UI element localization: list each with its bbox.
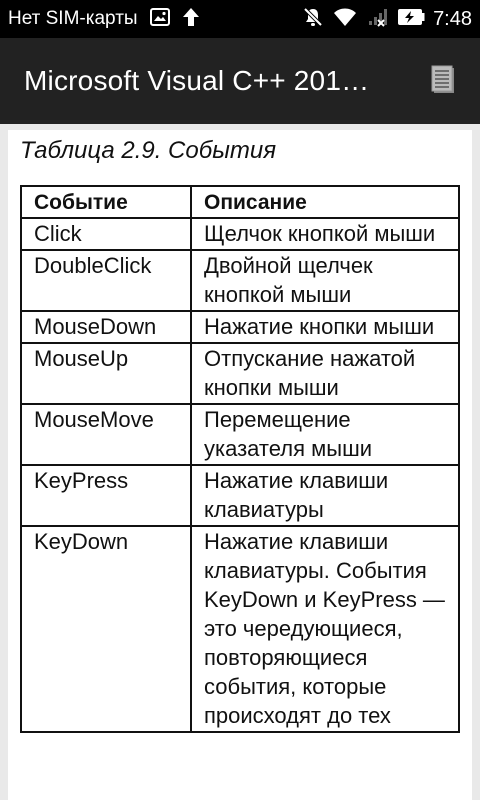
image-notification-icon <box>150 8 170 30</box>
status-bar <box>0 0 480 38</box>
table-of-contents-button[interactable] <box>430 65 460 97</box>
event-description: Отпускание нажатой кнопки мыши <box>191 343 459 404</box>
event-description: Двойной щелчек кнопкой мыши <box>191 250 459 311</box>
wifi-icon <box>333 7 357 31</box>
upload-arrow-icon <box>182 7 200 31</box>
clock: 7:48 <box>433 7 472 30</box>
table-row <box>21 343 459 404</box>
table-row <box>21 526 459 732</box>
book-title: Microsoft Visual C++ 201… <box>24 65 370 96</box>
table-row <box>21 218 459 250</box>
event-description: Щелчок кнопкой мыши <box>191 218 459 250</box>
header-event: Событие <box>21 186 191 218</box>
event-description: Нажатие клавиши клавиатуры <box>191 465 459 526</box>
table-of-contents-icon <box>430 65 460 97</box>
event-description: Перемещение указателя мыши <box>191 404 459 465</box>
header-description: Описание <box>191 186 459 218</box>
event-name: DoubleClick <box>21 250 191 311</box>
event-name: KeyPress <box>21 465 191 526</box>
table-row <box>21 404 459 465</box>
status-right <box>293 7 472 31</box>
event-description: Нажатие кнопки мыши <box>191 311 459 343</box>
event-name: Click <box>21 218 191 250</box>
status-left <box>8 7 200 31</box>
battery-charging-icon <box>397 8 425 30</box>
table-row <box>21 250 459 311</box>
muted-icon <box>303 7 323 31</box>
document-page[interactable] <box>8 130 472 800</box>
table-header-row <box>21 186 459 218</box>
table-row <box>21 465 459 526</box>
table-caption: Таблица 2.9. События <box>20 137 277 164</box>
table-row <box>21 311 459 343</box>
event-description: Нажатие клавиши клавиатуры. События KeyDown и KeyPress — это чередующиеся, повторяющиеся события, которые происходят до тех <box>191 526 459 732</box>
app-bar <box>0 38 480 124</box>
event-name: KeyDown <box>21 526 191 732</box>
event-name: MouseMove <box>21 404 191 465</box>
event-name: MouseUp <box>21 343 191 404</box>
no-signal-icon <box>367 7 387 31</box>
carrier-label: Нет SIM-карты <box>8 8 138 29</box>
events-table <box>20 185 460 733</box>
event-name: MouseDown <box>21 311 191 343</box>
